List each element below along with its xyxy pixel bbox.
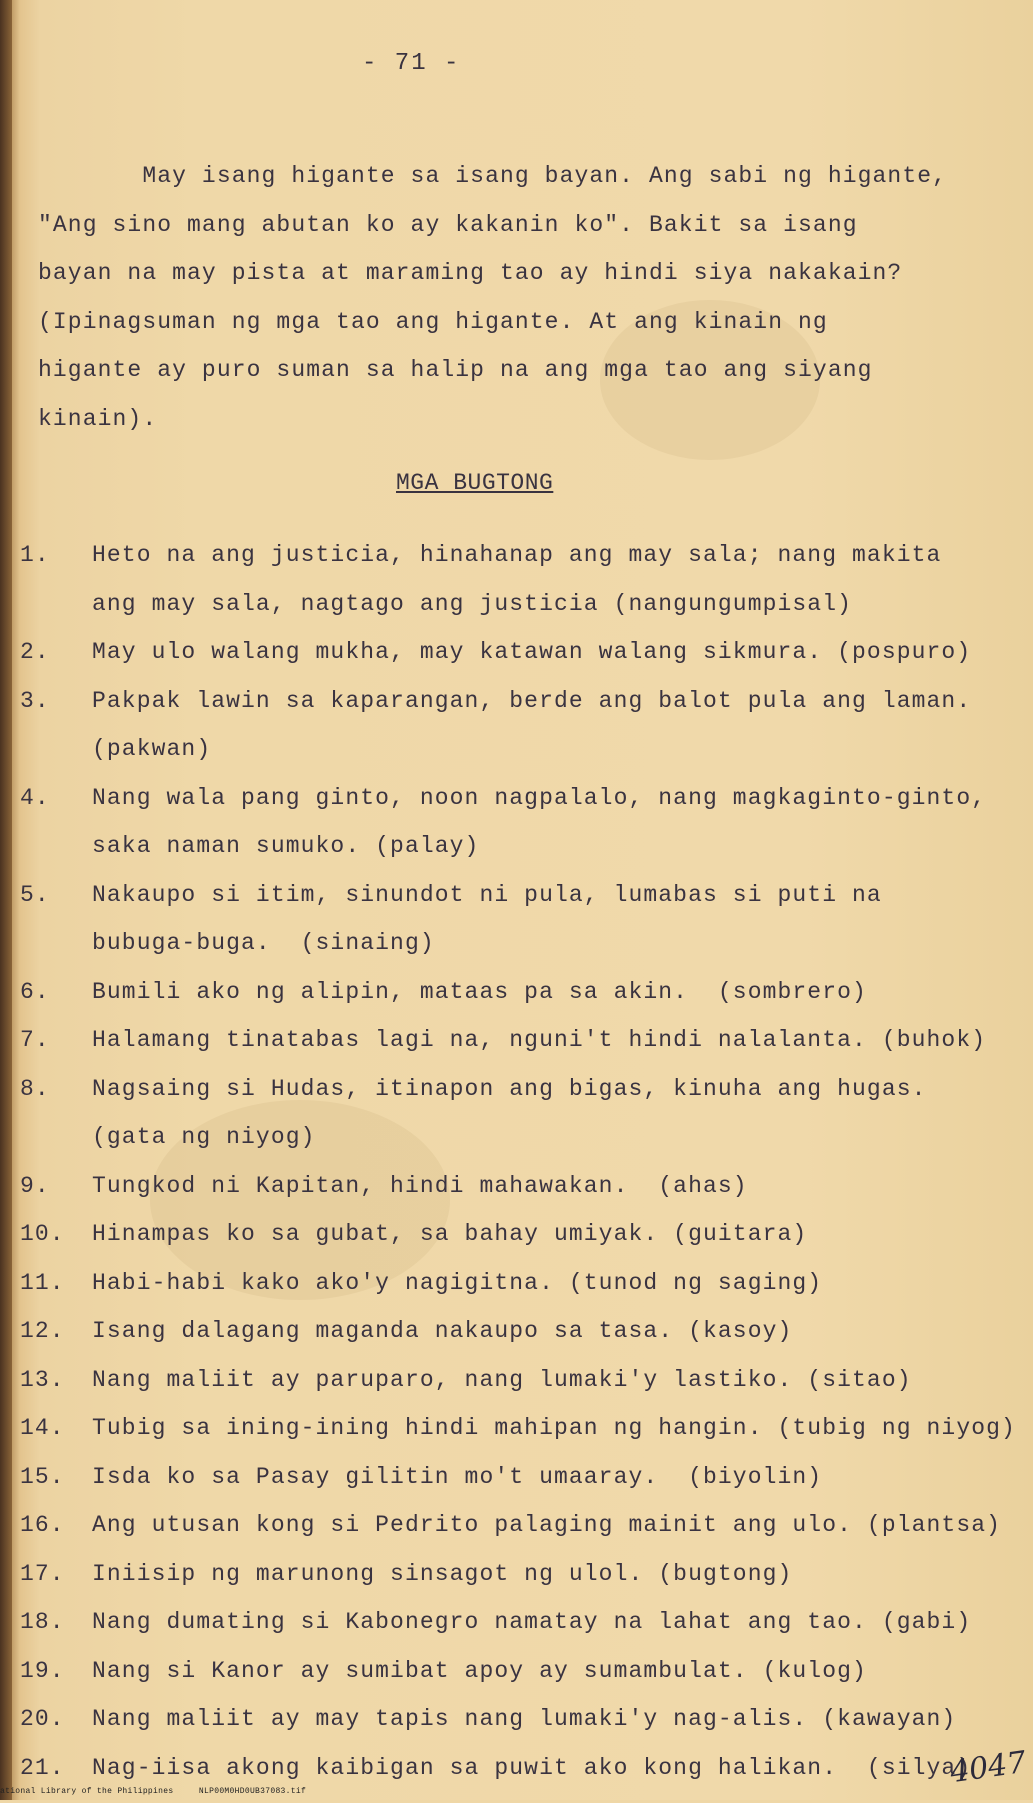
riddle-line <box>20 1464 1010 1513</box>
riddle-line <box>20 639 1010 688</box>
riddle-number: 11. <box>20 1270 92 1296</box>
riddle-text: Bumili ako ng alipin, mataas pa sa akin. (sombrero) <box>92 979 867 1005</box>
riddle-line <box>20 1658 1010 1707</box>
riddle-text: Nang wala pang ginto, noon nagpalalo, nang magkaginto-ginto, <box>92 785 986 811</box>
riddle-text: Pakpak lawin sa kaparangan, berde ang balot pula ang laman. <box>92 688 971 714</box>
riddle-text: Isang dalagang maganda nakaupo sa tasa. (kasoy) <box>92 1318 792 1344</box>
page-number: - 71 - <box>362 50 460 77</box>
riddle-text: Iniisip ng marunong sinsagot ng ulol. (bugtong) <box>92 1561 792 1587</box>
riddle-number: 19. <box>20 1658 92 1684</box>
riddle-number: 21. <box>20 1755 92 1781</box>
riddle-text: Nang dumating si Kabonegro namatay na lahat ang tao. (gabi) <box>92 1609 971 1635</box>
riddle-line <box>20 1609 1010 1658</box>
riddle-text: Tubig sa ining-ining hindi mahipan ng hangin. (tubig ng niyog) <box>92 1415 1016 1441</box>
intro-paragraph <box>38 152 998 443</box>
riddle-number: 20. <box>20 1706 92 1732</box>
riddle-text: Hinampas ko sa gubat, sa bahay umiyak. (guitara) <box>92 1221 807 1247</box>
riddle-text: Nag-iisa akong kaibigan sa puwit ako kong halikan. (silya) <box>92 1755 971 1781</box>
riddle-line <box>20 979 1010 1028</box>
riddle-number: 12. <box>20 1318 92 1344</box>
riddle-line <box>20 736 1010 785</box>
riddle-line <box>20 1561 1010 1610</box>
riddle-number: 18. <box>20 1609 92 1635</box>
riddle-line <box>20 930 1010 979</box>
riddle-line <box>20 1124 1010 1173</box>
paragraph-line: higante ay puro suman sa halip na ang mga tao ang siyang <box>38 346 998 395</box>
riddle-text: May ulo walang mukha, may katawan walang sikmura. (pospuro) <box>92 639 971 665</box>
paragraph-line: (Ipinagsuman ng mga tao ang higante. At ang kinain ng <box>38 298 998 347</box>
riddle-text: saka naman sumuko. (palay) <box>92 833 479 859</box>
riddle-line <box>20 785 1010 834</box>
riddle-line <box>20 1270 1010 1319</box>
paragraph-line: bayan na may pista at maraming tao ay hindi siya nakakain? <box>38 249 998 298</box>
riddle-number: 7. <box>20 1027 92 1053</box>
riddle-line <box>20 1027 1010 1076</box>
riddle-number: 1. <box>20 542 92 568</box>
riddle-text: Heto na ang justicia, hinahanap ang may sala; nang makita <box>92 542 941 568</box>
riddle-text: Ang utusan kong si Pedrito palaging mainit ang ulo. (plantsa) <box>92 1512 1001 1538</box>
riddle-number: 17. <box>20 1561 92 1587</box>
riddle-number: 9. <box>20 1173 92 1199</box>
riddle-line <box>20 1512 1010 1561</box>
riddle-line <box>20 1318 1010 1367</box>
paragraph-line: "Ang sino mang abutan ko ay kakanin ko". Bakit sa isang <box>38 201 998 250</box>
riddle-number: 3. <box>20 688 92 714</box>
riddle-number: 16. <box>20 1512 92 1538</box>
riddle-line <box>20 1076 1010 1125</box>
riddle-line <box>20 542 1010 591</box>
riddle-line <box>20 1415 1010 1464</box>
riddle-text: Nakaupo si itim, sinundot ni pula, lumabas si puti na <box>92 882 882 908</box>
riddle-line <box>20 1173 1010 1222</box>
riddle-text: Isda ko sa Pasay gilitin mo't umaaray. (biyolin) <box>92 1464 822 1490</box>
riddle-line <box>20 1221 1010 1270</box>
scan-footer: ational Library of the Philippines NLP00M0HD0UB37083.tif <box>0 1787 306 1796</box>
riddle-line <box>20 1706 1010 1755</box>
riddle-text: Tungkod ni Kapitan, hindi mahawakan. (ahas) <box>92 1173 748 1199</box>
riddle-text: (pakwan) <box>92 736 211 762</box>
handwritten-mark: 4047 <box>948 1745 1028 1790</box>
section-title: MGA BUGTONG <box>396 470 553 496</box>
riddle-number: 5. <box>20 882 92 908</box>
riddle-text: Nang si Kanor ay sumibat apoy ay sumambulat. (kulog) <box>92 1658 867 1684</box>
riddle-list <box>20 542 1010 1803</box>
riddle-text: ang may sala, nagtago ang justicia (nangungumpisal) <box>92 591 852 617</box>
riddle-number: 8. <box>20 1076 92 1102</box>
riddle-number: 4. <box>20 785 92 811</box>
riddle-text: Nagsaing si Hudas, itinapon ang bigas, kinuha ang hugas. <box>92 1076 927 1102</box>
riddle-number: 13. <box>20 1367 92 1393</box>
riddle-number: 15. <box>20 1464 92 1490</box>
page-binding-edge <box>0 0 12 1800</box>
riddle-text: Halamang tinatabas lagi na, nguni't hindi nalalanta. (buhok) <box>92 1027 986 1053</box>
paragraph-line: May isang higante sa isang bayan. Ang sabi ng higante, <box>38 152 998 201</box>
riddle-line <box>20 688 1010 737</box>
riddle-line <box>20 591 1010 640</box>
riddle-text: Nang maliit ay paruparo, nang lumaki'y lastiko. (sitao) <box>92 1367 912 1393</box>
riddle-line <box>20 1367 1010 1416</box>
riddle-text: (gata ng niyog) <box>92 1124 316 1150</box>
riddle-number: 2. <box>20 639 92 665</box>
riddle-text: Nang maliit ay may tapis nang lumaki'y nag-alis. (kawayan) <box>92 1706 956 1732</box>
riddle-line <box>20 833 1010 882</box>
riddle-number: 6. <box>20 979 92 1005</box>
riddle-text: Habi-habi kako ako'y nagigitna. (tunod ng saging) <box>92 1270 822 1296</box>
riddle-text: bubuga-buga. (sinaing) <box>92 930 435 956</box>
riddle-number: 10. <box>20 1221 92 1247</box>
paragraph-line: kinain). <box>38 395 998 444</box>
riddle-number: 14. <box>20 1415 92 1441</box>
riddle-line <box>20 882 1010 931</box>
